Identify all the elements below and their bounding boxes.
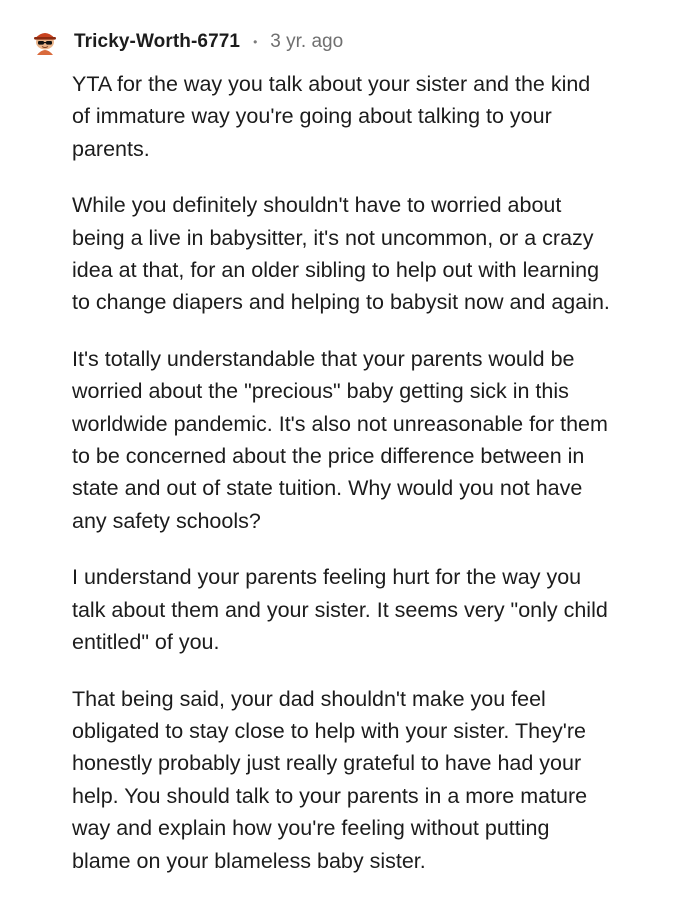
comment-header bbox=[30, 26, 343, 58]
meta-separator: • bbox=[253, 35, 258, 49]
comment-paragraph: While you definitely shouldn't have to worried about being a live in babysitter, it's not uncommon, or a crazy idea at that, for an older sibling to help out with learning to change diapers and helping to babysit now and again. bbox=[72, 193, 610, 315]
comment-author[interactable]: Tricky-Worth-6771 bbox=[74, 31, 241, 52]
comment-paragraph: That being said, your dad shouldn't make you feel obligated to stay close to help with your sister. They're honestly probably just really grateful to have had your help. You should talk to your parents in a more mature way and explain how you're feeling without putting blame on your blameless baby sister. bbox=[72, 686, 588, 873]
snoo-avatar-icon[interactable] bbox=[30, 27, 60, 57]
comment-paragraph: It's totally understandable that your parents would be worried about the "precious" baby getting sick in this worldwide pandemic. It's also not unreasonable for them to be concerned about the price difference between in state and out of state tuition. Why would you not have any safety schools? bbox=[72, 346, 608, 533]
comment-paragraph: I understand your parents feeling hurt for the way you talk about them and your sister. It seems very "only child entitled" of you. bbox=[72, 565, 608, 655]
comment-body bbox=[72, 68, 682, 901]
comment-timestamp[interactable]: 3 yr. ago bbox=[270, 31, 344, 52]
comment-paragraph: YTA for the way you talk about your sister and the kind of immature way you're going about talking to your parents. bbox=[72, 72, 591, 161]
